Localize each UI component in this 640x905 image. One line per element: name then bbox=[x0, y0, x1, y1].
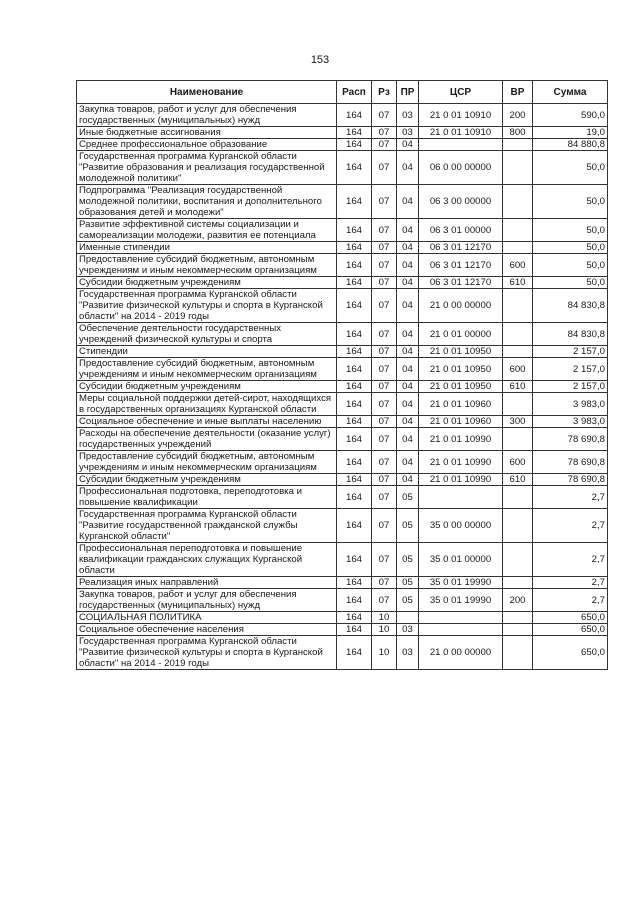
cell-pr: 04 bbox=[397, 451, 419, 474]
cell-sum: 50,0 bbox=[533, 219, 608, 242]
table-row bbox=[77, 451, 608, 474]
table-row bbox=[77, 104, 608, 127]
table-row bbox=[77, 185, 608, 219]
cell-pr: 04 bbox=[397, 358, 419, 381]
cell-rz: 07 bbox=[372, 381, 397, 393]
header-name: Наименование bbox=[77, 81, 337, 104]
cell-pr: 04 bbox=[397, 139, 419, 151]
cell-name: Реализация иных направлений bbox=[77, 577, 337, 589]
cell-csr: 21 0 00 00000 bbox=[419, 636, 503, 670]
cell-rasp: 164 bbox=[337, 127, 372, 139]
table-row bbox=[77, 346, 608, 358]
cell-vr bbox=[503, 323, 533, 346]
cell-name: Развитие эффективной системы социализации и самореализации молодежи, развития ее потенциала bbox=[77, 219, 337, 242]
cell-sum: 50,0 bbox=[533, 242, 608, 254]
cell-csr bbox=[419, 139, 503, 151]
cell-rasp: 164 bbox=[337, 486, 372, 509]
cell-name: Профессиональная подготовка, переподготовка и повышение квалификации bbox=[77, 486, 337, 509]
cell-vr bbox=[503, 509, 533, 543]
table-row bbox=[77, 636, 608, 670]
cell-rz: 07 bbox=[372, 242, 397, 254]
header-rasp: Расп bbox=[337, 81, 372, 104]
budget-table bbox=[76, 80, 608, 670]
cell-sum: 2,7 bbox=[533, 509, 608, 543]
cell-vr bbox=[503, 636, 533, 670]
table-row bbox=[77, 127, 608, 139]
cell-name: Государственная программа Курганской области "Развитие образования и реализация государственной молодежной политики" bbox=[77, 151, 337, 185]
cell-pr: 04 bbox=[397, 151, 419, 185]
cell-vr bbox=[503, 543, 533, 577]
cell-rz: 07 bbox=[372, 451, 397, 474]
cell-vr: 600 bbox=[503, 254, 533, 277]
cell-vr bbox=[503, 393, 533, 416]
cell-csr bbox=[419, 612, 503, 624]
table-row bbox=[77, 624, 608, 636]
cell-rz: 07 bbox=[372, 474, 397, 486]
table-row bbox=[77, 589, 608, 612]
cell-name: Профессиональная переподготовка и повышение квалификации гражданских служащих Курганской области bbox=[77, 543, 337, 577]
cell-name: Предоставление субсидий бюджетным, автономным учреждениям и иным некоммерческим организациям bbox=[77, 358, 337, 381]
cell-sum: 50,0 bbox=[533, 185, 608, 219]
cell-rz: 07 bbox=[372, 589, 397, 612]
cell-vr bbox=[503, 289, 533, 323]
cell-sum: 50,0 bbox=[533, 254, 608, 277]
cell-csr: 06 3 01 00000 bbox=[419, 219, 503, 242]
cell-rasp: 164 bbox=[337, 151, 372, 185]
cell-vr: 600 bbox=[503, 451, 533, 474]
cell-rasp: 164 bbox=[337, 416, 372, 428]
cell-name: Закупка товаров, работ и услуг для обеспечения государственных (муниципальных) нужд bbox=[77, 104, 337, 127]
cell-csr bbox=[419, 486, 503, 509]
cell-rasp: 164 bbox=[337, 636, 372, 670]
cell-rz: 07 bbox=[372, 486, 397, 509]
header-rz: Рз bbox=[372, 81, 397, 104]
cell-csr: 21 0 01 10950 bbox=[419, 346, 503, 358]
cell-csr: 06 0 00 00000 bbox=[419, 151, 503, 185]
cell-vr: 200 bbox=[503, 104, 533, 127]
cell-sum: 84 880,8 bbox=[533, 139, 608, 151]
cell-pr: 04 bbox=[397, 428, 419, 451]
cell-name: Государственная программа Курганской области "Развитие физической культуры и спорта в Курганской области" на 2014 - 2019 годы bbox=[77, 636, 337, 670]
cell-rasp: 164 bbox=[337, 509, 372, 543]
cell-csr: 21 0 01 10990 bbox=[419, 451, 503, 474]
cell-csr: 21 0 01 10910 bbox=[419, 127, 503, 139]
cell-rz: 07 bbox=[372, 185, 397, 219]
table-row bbox=[77, 254, 608, 277]
cell-name: Меры социальной поддержки детей-сирот, находящихся в государственных организациях Курганской области bbox=[77, 393, 337, 416]
cell-pr: 04 bbox=[397, 254, 419, 277]
cell-rasp: 164 bbox=[337, 474, 372, 486]
cell-rz: 10 bbox=[372, 636, 397, 670]
cell-pr: 05 bbox=[397, 486, 419, 509]
cell-rz: 07 bbox=[372, 509, 397, 543]
cell-rz: 07 bbox=[372, 323, 397, 346]
cell-csr: 06 3 00 00000 bbox=[419, 185, 503, 219]
cell-sum: 650,0 bbox=[533, 624, 608, 636]
cell-pr: 05 bbox=[397, 543, 419, 577]
cell-pr: 05 bbox=[397, 509, 419, 543]
cell-rasp: 164 bbox=[337, 185, 372, 219]
cell-pr: 04 bbox=[397, 219, 419, 242]
cell-csr: 21 0 00 00000 bbox=[419, 289, 503, 323]
cell-pr: 03 bbox=[397, 127, 419, 139]
cell-rasp: 164 bbox=[337, 358, 372, 381]
table-row bbox=[77, 151, 608, 185]
cell-sum: 2,7 bbox=[533, 486, 608, 509]
cell-name: Предоставление субсидий бюджетным, автономным учреждениям и иным некоммерческим организациям bbox=[77, 254, 337, 277]
cell-sum: 2 157,0 bbox=[533, 381, 608, 393]
cell-sum: 2 157,0 bbox=[533, 346, 608, 358]
cell-sum: 590,0 bbox=[533, 104, 608, 127]
cell-pr: 04 bbox=[397, 323, 419, 346]
cell-vr bbox=[503, 486, 533, 509]
cell-sum: 3 983,0 bbox=[533, 416, 608, 428]
table-row bbox=[77, 474, 608, 486]
cell-name: Субсидии бюджетным учреждениям bbox=[77, 474, 337, 486]
cell-rasp: 164 bbox=[337, 451, 372, 474]
cell-csr: 21 0 01 00000 bbox=[419, 323, 503, 346]
cell-csr: 21 0 01 10960 bbox=[419, 393, 503, 416]
cell-rasp: 164 bbox=[337, 381, 372, 393]
cell-rasp: 164 bbox=[337, 612, 372, 624]
header-vr: ВР bbox=[503, 81, 533, 104]
table-row bbox=[77, 612, 608, 624]
cell-vr bbox=[503, 624, 533, 636]
cell-rz: 07 bbox=[372, 543, 397, 577]
cell-name: Субсидии бюджетным учреждениям bbox=[77, 381, 337, 393]
table-row bbox=[77, 428, 608, 451]
cell-name: Расходы на обеспечение деятельности (оказание услуг) государственных учреждений bbox=[77, 428, 337, 451]
cell-pr: 04 bbox=[397, 393, 419, 416]
cell-sum: 84 830,8 bbox=[533, 323, 608, 346]
cell-sum: 650,0 bbox=[533, 636, 608, 670]
header-pr: ПР bbox=[397, 81, 419, 104]
table-body bbox=[77, 104, 608, 670]
cell-rasp: 164 bbox=[337, 393, 372, 416]
cell-rz: 07 bbox=[372, 346, 397, 358]
cell-vr bbox=[503, 242, 533, 254]
cell-sum: 78 690,8 bbox=[533, 474, 608, 486]
cell-vr: 200 bbox=[503, 589, 533, 612]
cell-rasp: 164 bbox=[337, 589, 372, 612]
cell-vr bbox=[503, 139, 533, 151]
table-row bbox=[77, 358, 608, 381]
cell-vr: 610 bbox=[503, 474, 533, 486]
cell-name: Именные стипендии bbox=[77, 242, 337, 254]
cell-name: Стипендии bbox=[77, 346, 337, 358]
table-row bbox=[77, 323, 608, 346]
table-row bbox=[77, 139, 608, 151]
cell-rasp: 164 bbox=[337, 346, 372, 358]
table-row bbox=[77, 381, 608, 393]
cell-pr: 03 bbox=[397, 624, 419, 636]
table-row bbox=[77, 486, 608, 509]
table-row bbox=[77, 289, 608, 323]
cell-vr: 610 bbox=[503, 277, 533, 289]
cell-sum: 2,7 bbox=[533, 543, 608, 577]
cell-rz: 07 bbox=[372, 139, 397, 151]
table-row bbox=[77, 416, 608, 428]
cell-name: Социальное обеспечение и иные выплаты населению bbox=[77, 416, 337, 428]
cell-rasp: 164 bbox=[337, 624, 372, 636]
cell-csr: 06 3 01 12170 bbox=[419, 242, 503, 254]
cell-pr: 05 bbox=[397, 577, 419, 589]
cell-pr: 03 bbox=[397, 636, 419, 670]
cell-pr: 04 bbox=[397, 185, 419, 219]
table-row bbox=[77, 393, 608, 416]
cell-sum: 84 830,8 bbox=[533, 289, 608, 323]
cell-csr: 35 0 01 19990 bbox=[419, 589, 503, 612]
cell-pr: 04 bbox=[397, 242, 419, 254]
cell-rz: 10 bbox=[372, 612, 397, 624]
cell-sum: 2 157,0 bbox=[533, 358, 608, 381]
cell-rasp: 164 bbox=[337, 289, 372, 323]
cell-vr: 600 bbox=[503, 358, 533, 381]
cell-sum: 78 690,8 bbox=[533, 428, 608, 451]
cell-vr bbox=[503, 346, 533, 358]
cell-rz: 07 bbox=[372, 289, 397, 323]
cell-name: Закупка товаров, работ и услуг для обеспечения государственных (муниципальных) нужд bbox=[77, 589, 337, 612]
cell-rasp: 164 bbox=[337, 428, 372, 451]
cell-sum: 50,0 bbox=[533, 151, 608, 185]
cell-rz: 07 bbox=[372, 358, 397, 381]
cell-rasp: 164 bbox=[337, 323, 372, 346]
cell-rz: 07 bbox=[372, 277, 397, 289]
cell-rasp: 164 bbox=[337, 577, 372, 589]
header-sum: Сумма bbox=[533, 81, 608, 104]
cell-rasp: 164 bbox=[337, 104, 372, 127]
table-row bbox=[77, 219, 608, 242]
cell-name: Государственная программа Курганской области "Развитие физической культуры и спорта в Курганской области" на 2014 - 2019 годы bbox=[77, 289, 337, 323]
cell-sum: 3 983,0 bbox=[533, 393, 608, 416]
cell-rasp: 164 bbox=[337, 242, 372, 254]
cell-pr: 04 bbox=[397, 474, 419, 486]
cell-csr: 35 0 00 00000 bbox=[419, 509, 503, 543]
cell-rz: 07 bbox=[372, 104, 397, 127]
cell-sum: 2,7 bbox=[533, 589, 608, 612]
cell-sum: 50,0 bbox=[533, 277, 608, 289]
cell-vr bbox=[503, 577, 533, 589]
cell-pr: 04 bbox=[397, 381, 419, 393]
cell-rz: 07 bbox=[372, 254, 397, 277]
cell-rz: 07 bbox=[372, 577, 397, 589]
cell-csr: 21 0 01 10990 bbox=[419, 428, 503, 451]
table-row bbox=[77, 509, 608, 543]
cell-csr bbox=[419, 624, 503, 636]
cell-rasp: 164 bbox=[337, 543, 372, 577]
table-row bbox=[77, 577, 608, 589]
cell-rasp: 164 bbox=[337, 254, 372, 277]
cell-rz: 07 bbox=[372, 416, 397, 428]
cell-pr: 03 bbox=[397, 104, 419, 127]
cell-sum: 2,7 bbox=[533, 577, 608, 589]
cell-pr: 04 bbox=[397, 346, 419, 358]
table-header-row bbox=[77, 81, 608, 104]
cell-sum: 650,0 bbox=[533, 612, 608, 624]
cell-rz: 10 bbox=[372, 624, 397, 636]
cell-vr bbox=[503, 219, 533, 242]
table-row bbox=[77, 242, 608, 254]
cell-rz: 07 bbox=[372, 428, 397, 451]
cell-pr: 04 bbox=[397, 289, 419, 323]
cell-sum: 19,0 bbox=[533, 127, 608, 139]
cell-rasp: 164 bbox=[337, 219, 372, 242]
cell-csr: 06 3 01 12170 bbox=[419, 254, 503, 277]
cell-vr bbox=[503, 185, 533, 219]
cell-csr: 21 0 01 10960 bbox=[419, 416, 503, 428]
cell-name: СОЦИАЛЬНАЯ ПОЛИТИКА bbox=[77, 612, 337, 624]
cell-pr bbox=[397, 612, 419, 624]
cell-csr: 21 0 01 10950 bbox=[419, 358, 503, 381]
cell-rasp: 164 bbox=[337, 139, 372, 151]
cell-vr bbox=[503, 612, 533, 624]
cell-pr: 04 bbox=[397, 416, 419, 428]
cell-name: Иные бюджетные ассигнования bbox=[77, 127, 337, 139]
cell-sum: 78 690,8 bbox=[533, 451, 608, 474]
cell-vr bbox=[503, 428, 533, 451]
cell-rz: 07 bbox=[372, 127, 397, 139]
cell-name: Субсидии бюджетным учреждениям bbox=[77, 277, 337, 289]
cell-vr bbox=[503, 151, 533, 185]
cell-name: Государственная программа Курганской области "Развитие государственной гражданской службы Курганской области" bbox=[77, 509, 337, 543]
cell-csr: 35 0 01 19990 bbox=[419, 577, 503, 589]
cell-rasp: 164 bbox=[337, 277, 372, 289]
cell-csr: 06 3 01 12170 bbox=[419, 277, 503, 289]
table-row bbox=[77, 277, 608, 289]
page-number: 153 bbox=[310, 54, 330, 66]
cell-name: Обеспечение деятельности государственных учреждений физической культуры и спорта bbox=[77, 323, 337, 346]
cell-vr: 300 bbox=[503, 416, 533, 428]
cell-vr: 800 bbox=[503, 127, 533, 139]
cell-pr: 04 bbox=[397, 277, 419, 289]
table-row bbox=[77, 543, 608, 577]
header-csr: ЦСР bbox=[419, 81, 503, 104]
cell-csr: 35 0 01 00000 bbox=[419, 543, 503, 577]
cell-csr: 21 0 01 10950 bbox=[419, 381, 503, 393]
cell-csr: 21 0 01 10910 bbox=[419, 104, 503, 127]
cell-csr: 21 0 01 10990 bbox=[419, 474, 503, 486]
cell-pr: 05 bbox=[397, 589, 419, 612]
cell-rz: 07 bbox=[372, 219, 397, 242]
cell-name: Социальное обеспечение населения bbox=[77, 624, 337, 636]
cell-vr: 610 bbox=[503, 381, 533, 393]
cell-rz: 07 bbox=[372, 393, 397, 416]
cell-name: Подпрограмма "Реализация государственной молодежной политики, воспитания и дополнительного образования детей и молодежи" bbox=[77, 185, 337, 219]
cell-name: Предоставление субсидий бюджетным, автономным учреждениям и иным некоммерческим организациям bbox=[77, 451, 337, 474]
cell-rz: 07 bbox=[372, 151, 397, 185]
cell-name: Среднее профессиональное образование bbox=[77, 139, 337, 151]
